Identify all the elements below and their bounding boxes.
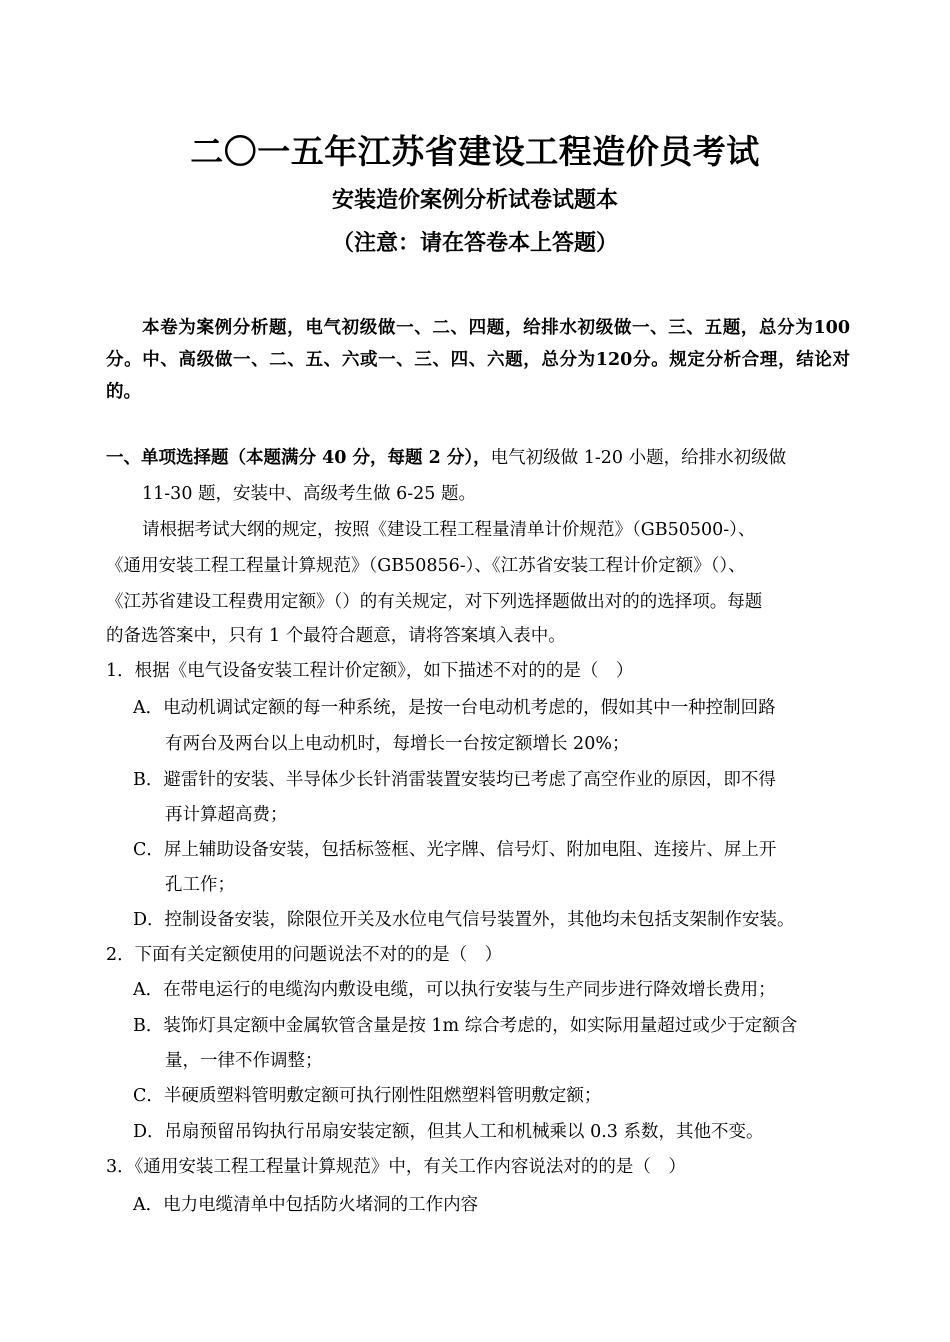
question-stem: 1．根据《电气设备安装工程计价定额》，如下描述不对的的是（ ） (106, 661, 634, 681)
instruction-line: 请根据考试大纲的规定，按照《建设工程工程量清单计价规范》（GB50500-）、 (142, 520, 756, 540)
option-line: B．避雷针的安装、半导体少长针消雷装置安装均已考虑了高空作业的原因，即不得 (133, 770, 776, 790)
option-line-continued: 有两台及两台以上电动机时，每增长一台按定额增长 20%； (165, 734, 630, 754)
option-line-continued: 再计算超高费； (165, 805, 288, 825)
exam-intro-paragraph: 本卷为案例分析题，电气初级做一、二、四题，给排水初级做一、三、五题，总分为100分。中、高级做一、二、五、六或一、三、四、六题，总分为120分。规定分析合理，结论对的。 (106, 318, 850, 402)
option-line: C．半硬质塑料管明敷定额可执行刚性阻燃塑料管明敷定额； (133, 1086, 602, 1106)
option-line: C．屏上辅助设备安装，包括标签框、光字牌、信号灯、附加电阻、连接片、屏上开 (133, 840, 777, 860)
option-line-continued: 孔工作； (165, 875, 235, 895)
option-line: A．电力电缆清单中包括防火堵洞的工作内容 (133, 1195, 479, 1215)
option-line: D．控制设备安装，除限位开关及水位电气信号装置外，其他均未包括支架制作安装。 (133, 910, 795, 930)
option-line-continued: 量，一律不作调整； (165, 1051, 323, 1071)
option-line: A．电动机调试定额的每一种系统，是按一台电动机考虑的，假如其中一种控制回路 (133, 698, 776, 718)
instruction-line: 《通用安装工程工程量计算规范》（GB50856-）、《江苏省安装工程计价定额》（）、 (106, 556, 746, 576)
section-heading-continued: 11-30 题，安装中、高级考生做 6-25 题。 (142, 484, 476, 504)
option-line: A．在带电运行的电缆沟内敷设电缆，可以执行安装与生产同步进行降效增长费用； (133, 980, 776, 1000)
option-line: D．吊扇预留吊钩执行吊扇安装定额，但其人工和机械乘以 0.3 系数，其他不变。 (133, 1122, 764, 1142)
answer-note: （注意：请在答卷本上答题） (331, 230, 618, 256)
option-line: B．装饰灯具定额中金属软管含量是按 1m 综合考虑的，如实际用量超过或少于定额含 (133, 1016, 798, 1036)
instruction-line: 的备选答案中，只有 1 个最符合题意，请将答案填入表中。 (106, 626, 566, 646)
document-title: 二〇一五年江苏省建设工程造价员考试 (190, 132, 760, 171)
instruction-line: 《江苏省建设工程费用定额》（）的有关规定，对下列选择题做出对的的选择项。每题 (106, 592, 763, 612)
section-heading-rest: 电气初级做 1-20 小题，给排水初级做 (490, 448, 787, 468)
section-heading-bold: 一、单项选择题（本题满分 40 分，每题 2 分）， (106, 448, 491, 468)
question-stem: 2．下面有关定额使用的问题说法不对的的是（ ） (106, 945, 503, 965)
document-subtitle: 安装造价案例分析试卷试题本 (331, 187, 618, 213)
section-heading (106, 446, 786, 470)
question-stem: 3．《通用安装工程工程量计算规范》中，有关工作内容说法对的的是（ ） (106, 1157, 686, 1177)
